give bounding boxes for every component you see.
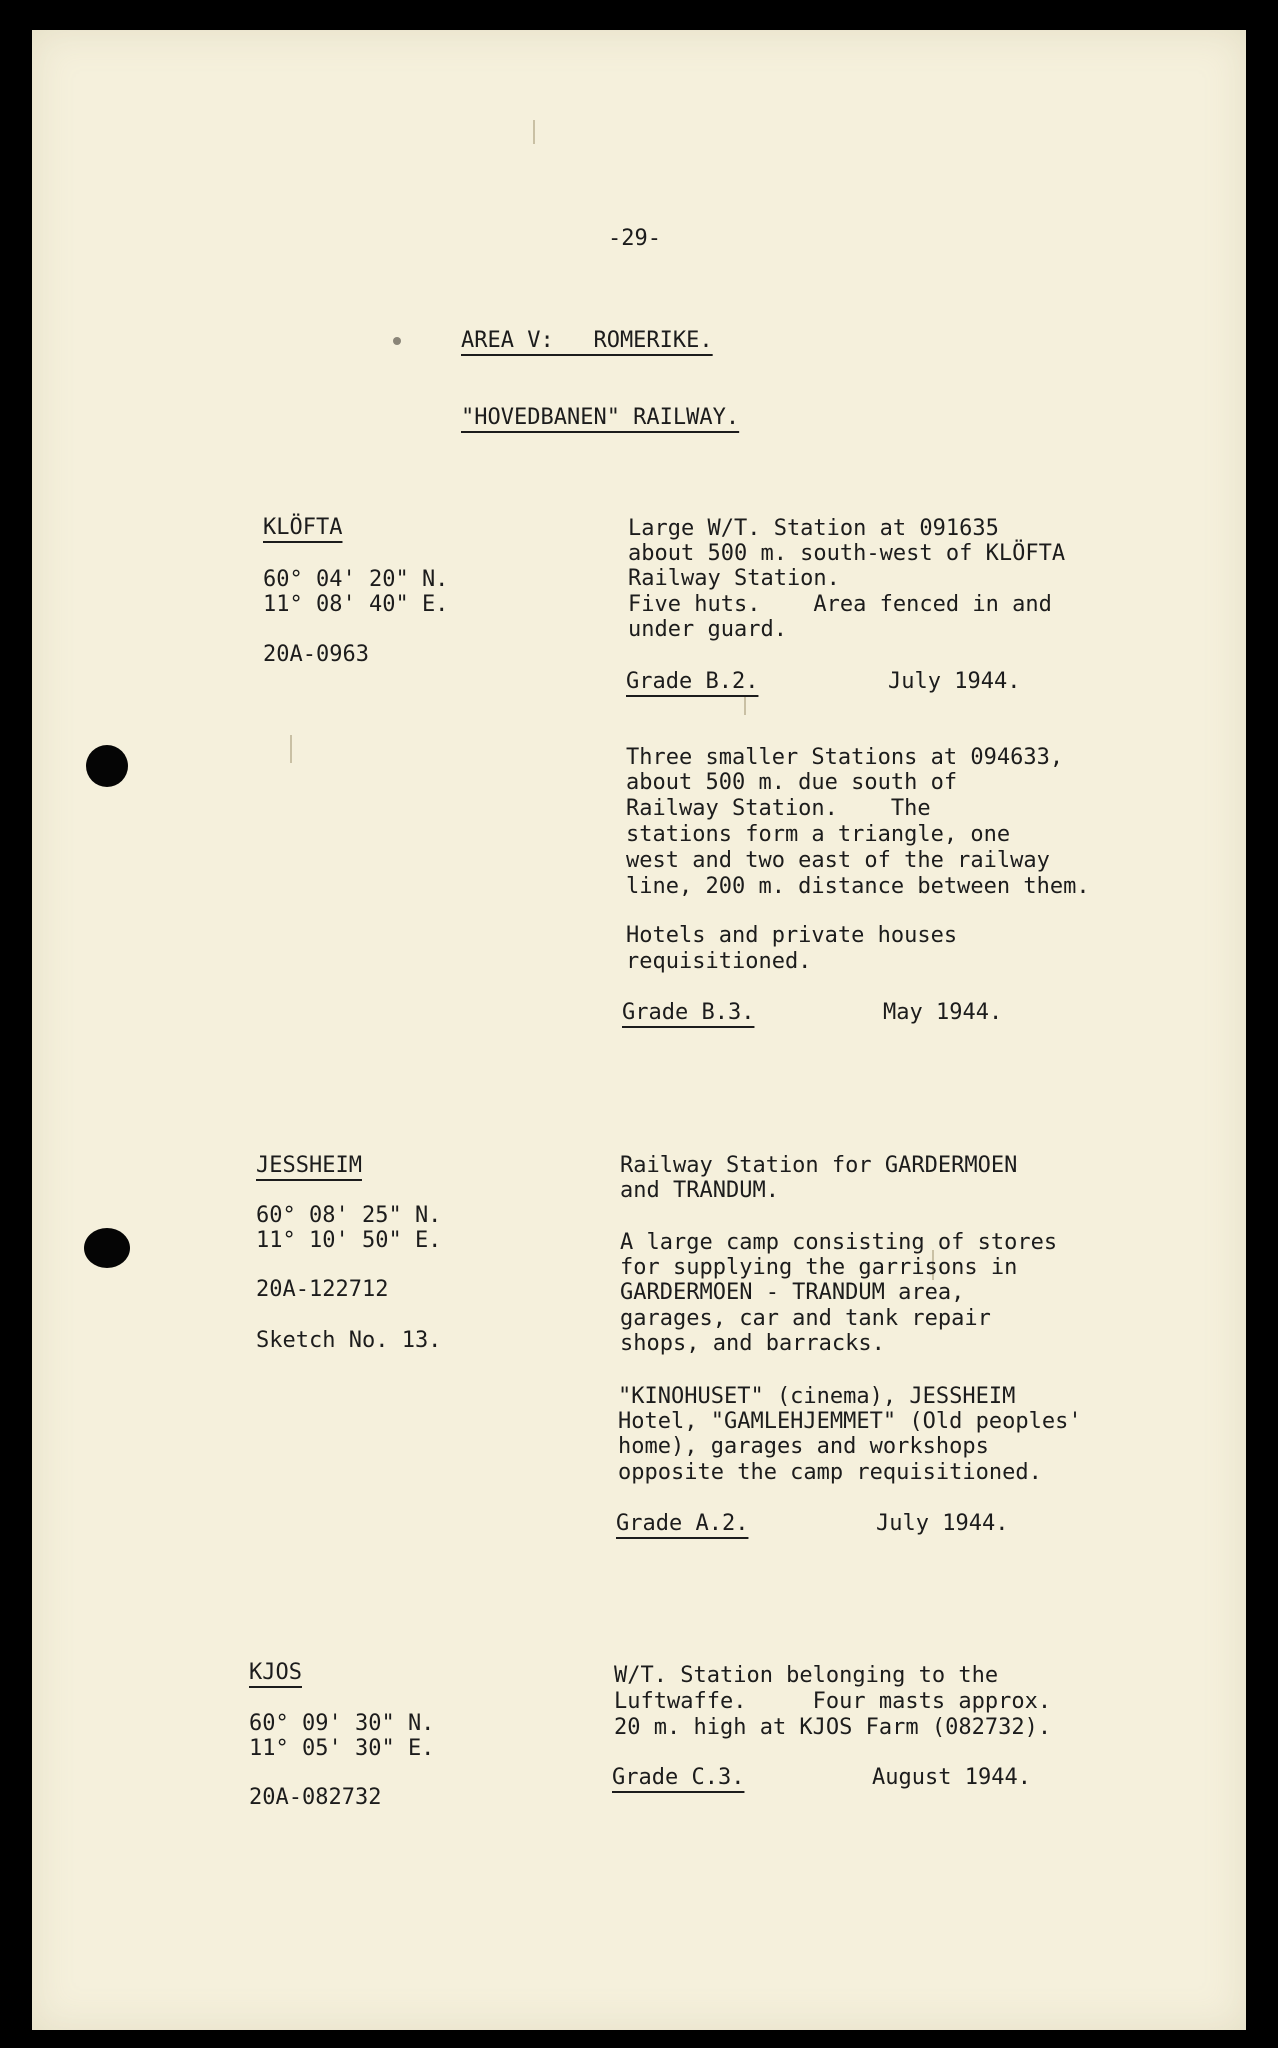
description-line: Hotel, "GAMLEHJEMMET" (Old peoples': [618, 1409, 1082, 1434]
description-line: line, 200 m. distance between them.: [626, 874, 1090, 899]
description-line: Three smaller Stations at 094633,: [626, 745, 1064, 770]
latitude: 60° 08' 25" N.: [256, 1203, 442, 1228]
description-line: opposite the camp requisitioned.: [618, 1460, 1042, 1485]
description-line: Railway Station. The: [626, 796, 931, 821]
description-line: home), garages and workshops: [618, 1434, 989, 1459]
sketch-reference: Sketch No. 13.: [256, 1328, 442, 1353]
description-line: A large camp consisting of stores: [620, 1230, 1058, 1255]
area-heading: AREA V: ROMERIKE.: [461, 328, 713, 353]
place-name: KLÖFTA: [263, 515, 343, 540]
description-line: stations form a triangle, one: [626, 822, 1011, 847]
grid-reference: 20A-0963: [263, 642, 369, 667]
grade-date: July 1944.: [888, 669, 1021, 694]
grade-date: May 1944.: [883, 1000, 1003, 1025]
description-line: under guard.: [628, 617, 787, 642]
punch-hole-top: [86, 745, 128, 787]
description-line: west and two east of the railway: [626, 848, 1050, 873]
place-name: JESSHEIM: [256, 1153, 362, 1178]
description-line: Railway Station for GARDERMOEN: [620, 1153, 1018, 1178]
paper-fiber: [290, 735, 292, 763]
grade-label: Grade C.3.: [612, 1765, 745, 1790]
description-line: 20 m. high at KJOS Farm (082732).: [614, 1715, 1052, 1740]
description-line: about 500 m. south-west of KLÖFTA: [628, 541, 1066, 566]
latitude: 60° 04' 20" N.: [263, 567, 449, 592]
paper-fiber: [533, 120, 535, 144]
description-line: Five huts. Area fenced in and: [628, 592, 1052, 617]
description-line: and TRANDUM.: [620, 1178, 779, 1203]
description-line: shops, and barracks.: [620, 1331, 885, 1356]
grade-label: Grade A.2.: [616, 1511, 749, 1536]
grade-date: August 1944.: [872, 1765, 1031, 1790]
description-line: Luftwaffe. Four masts approx.: [614, 1689, 1052, 1714]
paper-fiber: [744, 695, 746, 715]
grade-label: Grade B.2.: [626, 669, 759, 694]
grade-date: July 1944.: [876, 1511, 1009, 1536]
place-name: KJOS: [249, 1660, 302, 1685]
ink-speck: [393, 337, 401, 345]
page-number: -29-: [608, 226, 661, 251]
description-line: requisitioned.: [626, 949, 812, 974]
description-line: GARDERMOEN - TRANDUM area,: [620, 1280, 965, 1305]
description-line: Railway Station.: [628, 566, 840, 591]
description-line: W/T. Station belonging to the: [614, 1663, 999, 1688]
longitude: 11° 10' 50" E.: [256, 1228, 442, 1253]
grid-reference: 20A-122712: [256, 1277, 389, 1302]
railway-heading: "HOVEDBANEN" RAILWAY.: [461, 405, 740, 430]
description-line: Hotels and private houses: [626, 923, 958, 948]
description-line: about 500 m. due south of: [626, 770, 958, 795]
description-line: garages, car and tank repair: [620, 1306, 991, 1331]
latitude: 60° 09' 30" N.: [249, 1711, 435, 1736]
grid-reference: 20A-082732: [249, 1785, 382, 1810]
description-line: for supplying the garrisons in: [620, 1255, 1018, 1280]
description-line: "KINOHUSET" (cinema), JESSHEIM: [618, 1384, 1016, 1409]
grade-label: Grade B.3.: [622, 1000, 755, 1025]
punch-hole-bottom: [84, 1228, 130, 1268]
longitude: 11° 05' 30" E.: [249, 1736, 435, 1761]
longitude: 11° 08' 40" E.: [263, 592, 449, 617]
description-line: Large W/T. Station at 091635: [628, 516, 999, 541]
